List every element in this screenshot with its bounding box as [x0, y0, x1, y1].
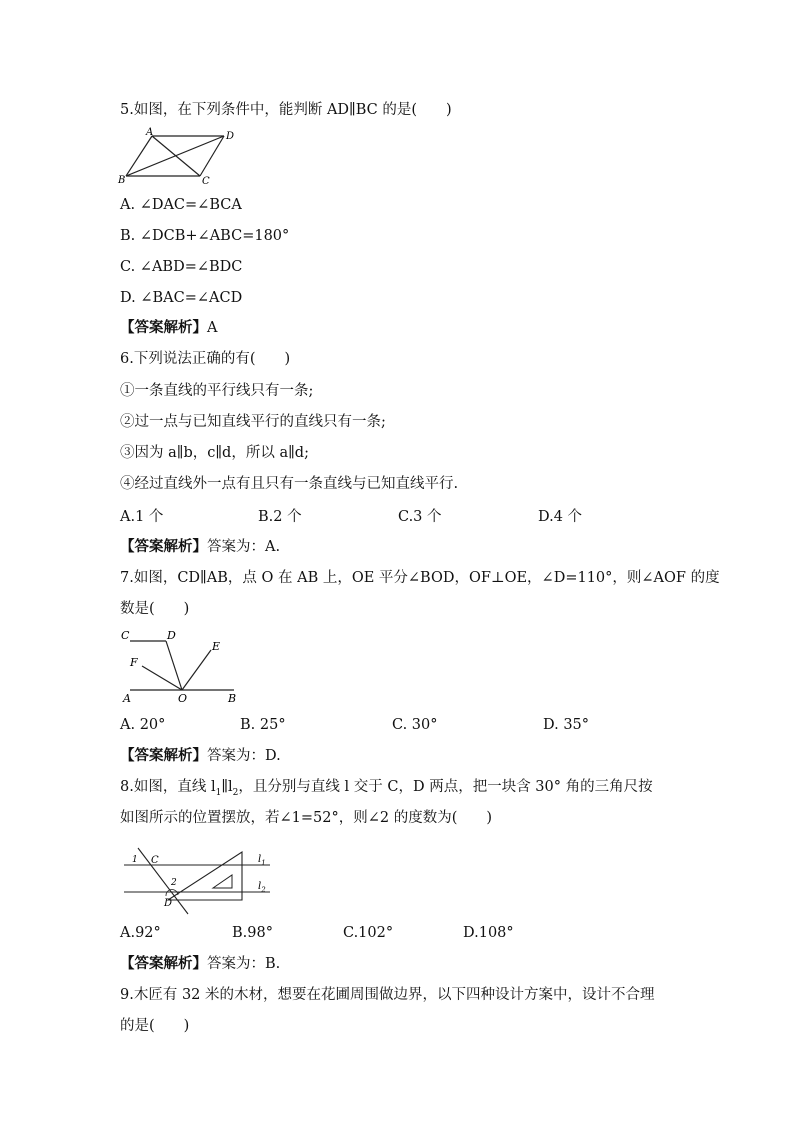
q7-label-b: B — [228, 692, 237, 705]
q8-label-l1: $l_1$ — [258, 854, 266, 867]
q7-label-o: O — [178, 692, 188, 705]
q6-statement-3: ③因为 a∥b，c∥d，所以 a∥d; — [120, 445, 309, 461]
q7-angle-figure — [118, 626, 244, 706]
q8-option-d: D.108° — [463, 925, 514, 941]
q5-label-b: B — [118, 175, 126, 186]
q8-triangle-ruler-figure — [118, 840, 278, 918]
q5-label-c: C — [202, 176, 210, 186]
q5-option-a: A. ∠DAC=∠BCA — [120, 197, 242, 213]
q5-answer — [120, 318, 217, 338]
q6-option-a: A.1 个 — [120, 509, 164, 525]
q8-stem-line-2: 如图所示的位置摆放，若∠1=52°，则∠2 的度数为( ) — [120, 810, 493, 826]
q6-option-c: C.3 个 — [398, 509, 442, 525]
q8-label-c: C — [151, 855, 159, 866]
q7-option-c: C. 30° — [392, 717, 438, 733]
q6-option-b: B.2 个 — [258, 509, 302, 525]
q8-label-d: D — [164, 898, 173, 909]
q5-label-d: D — [226, 131, 235, 142]
q8-answer — [120, 954, 280, 974]
q7-label-a: A — [123, 692, 131, 705]
q7-label-d: D — [167, 629, 176, 642]
answer-tag: 【答案解析】 — [120, 538, 207, 555]
answer-text: 答案为：A. — [207, 539, 281, 555]
q5-option-d: D. ∠BAC=∠ACD — [120, 290, 243, 306]
q7-stem-line-2: 数是( ) — [120, 601, 190, 617]
q7-option-d: D. 35° — [543, 717, 590, 733]
q7-option-b: B. 25° — [240, 717, 286, 733]
q8-option-b: B.98° — [232, 925, 273, 941]
q5-stem: 5.如图，在下列条件中，能判断 AD∥BC 的是( ) — [120, 102, 452, 118]
q8-label-l2: $l_2$ — [258, 881, 266, 894]
answer-tag: 【答案解析】 — [120, 955, 207, 972]
q8-option-c: C.102° — [343, 925, 394, 941]
answer-text: 答案为：B. — [207, 956, 281, 972]
q5-option-c: C. ∠ABD=∠BDC — [120, 259, 243, 275]
answer-text: A — [207, 320, 218, 336]
q7-label-f: F — [130, 656, 138, 669]
q7-answer — [120, 746, 281, 766]
q9-stem-line-1: 9.木匠有 32 米的木材，想要在花圃周围做边界，以下四种设计方案中，设计不合理 — [120, 987, 655, 1003]
q5-label-a: A — [146, 127, 154, 138]
answer-text: 答案为：D. — [207, 748, 281, 764]
q6-statement-1: ①一条直线的平行线只有一条; — [120, 383, 314, 399]
q8-label-angle-2: 2 — [171, 878, 177, 888]
q6-stem: 6.下列说法正确的有( ) — [120, 351, 291, 367]
q6-statement-4: ④经过直线外一点有且只有一条直线与已知直线平行. — [120, 476, 459, 492]
q6-answer — [120, 537, 280, 557]
q7-stem-line-1: 7.如图，CD∥AB，点 O 在 AB 上，OE 平分∠BOD，OF⊥OE，∠D=110°，则∠AOF 的度 — [120, 570, 720, 586]
q8-stem-line-1: 8.如图，直线 $l_1\parallel l_2$，且分别与直线 l 交于 C，D 两点，把一块含 30° 角的三角尺按 — [120, 779, 653, 798]
answer-tag: 【答案解析】 — [120, 319, 207, 336]
q7-label-c: C — [121, 629, 130, 642]
q6-option-d: D.4 个 — [538, 509, 583, 525]
q8-label-angle-1: 1 — [132, 855, 138, 865]
q8-option-a: A.92° — [120, 925, 161, 941]
q5-option-b: B. ∠DCB+∠ABC=180° — [120, 228, 290, 244]
q5-parallelogram-figure — [116, 126, 246, 186]
answer-tag: 【答案解析】 — [120, 747, 207, 764]
q7-label-e: E — [212, 640, 221, 653]
q9-stem-line-2: 的是( ) — [120, 1018, 190, 1034]
q7-option-a: A. 20° — [120, 717, 166, 733]
q6-statement-2: ②过一点与已知直线平行的直线只有一条; — [120, 414, 386, 430]
